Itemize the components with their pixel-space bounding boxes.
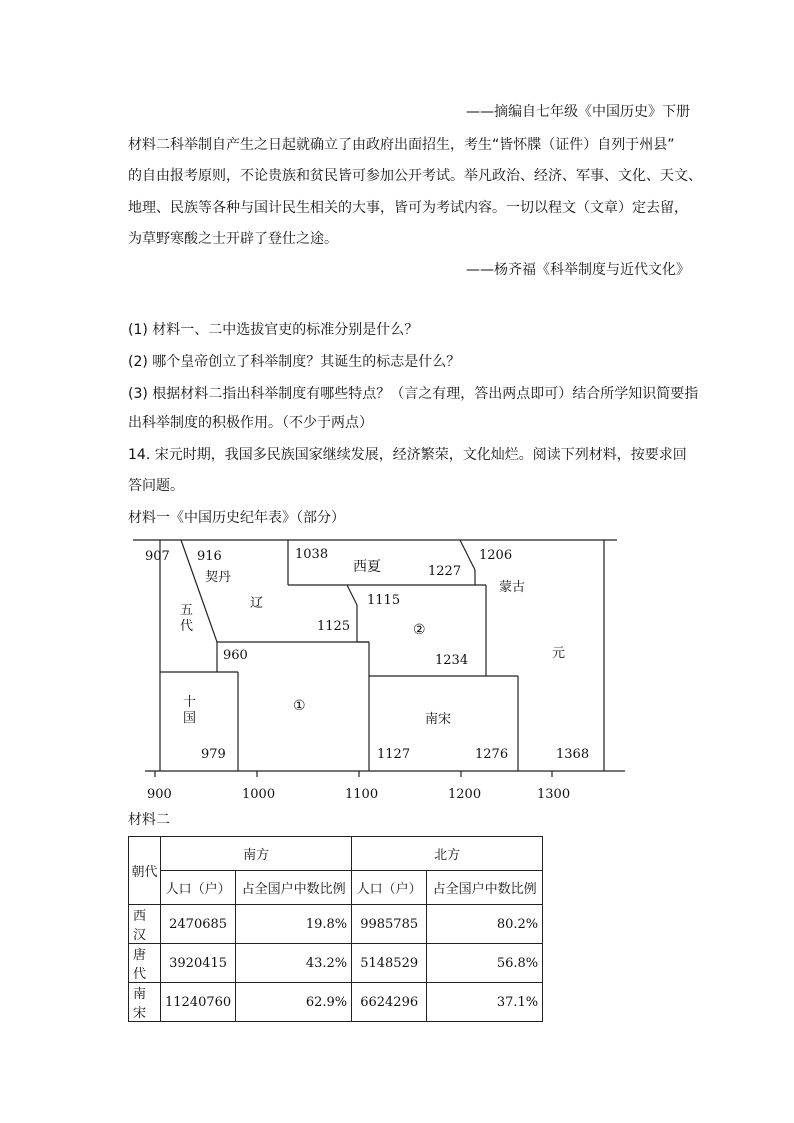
cell-south-pct: 62.9%: [236, 983, 352, 1022]
label-nansong: 南宋: [425, 712, 452, 727]
label-1127: 1127: [377, 747, 411, 762]
label-907: 907: [145, 549, 170, 564]
tick-1200: 1200: [448, 787, 482, 802]
label-khitan: 契丹: [205, 570, 232, 585]
subheader-south-pct: 占全国户中数比例: [236, 871, 352, 905]
source-citation-1: ——摘编自七年级《中国历史》下册: [466, 104, 690, 120]
label-1368: 1368: [556, 747, 590, 762]
material2-line-4: 为草野寒酸之士开辟了登仕之途。: [128, 231, 338, 247]
cell-north-pct: 56.8%: [427, 944, 543, 983]
table-row: [129, 944, 543, 983]
cell-north-pop: 9985785: [352, 905, 427, 944]
label-1276: 1276: [475, 747, 509, 762]
label-mongol: 蒙古: [499, 580, 526, 595]
question-14: 14. 宋元时期，我国多民族国家继续发展，经济繁荣，文化灿烂。阅读下列材料，按要求回: [128, 447, 687, 463]
header-south: 南方: [161, 837, 352, 871]
cell-north-pop: 5148529: [352, 944, 427, 983]
label-1038: 1038: [295, 547, 329, 562]
subheader-north-pct: 占全国户中数比例: [427, 871, 543, 905]
chronology-chart: [127, 530, 637, 812]
subheader-north-pop: 人口（户）: [352, 871, 427, 905]
cell-south-pct: 43.2%: [236, 944, 352, 983]
cell-south-pop: 11240760: [161, 983, 236, 1022]
label-1206: 1206: [479, 548, 513, 563]
label-yuan: 元: [552, 646, 566, 661]
label-960: 960: [223, 648, 248, 663]
header-north: 北方: [352, 837, 543, 871]
cell-south-pop: 2470685: [161, 905, 236, 944]
label-xixia: 西夏: [353, 559, 381, 575]
label-liao: 辽: [250, 596, 264, 611]
material2-line-3: 地理、民族等各种与国计民生相关的大事，皆可为考试内容。一切以程文（文章）定去留，: [128, 200, 688, 216]
label-ten-a: 十: [183, 695, 197, 710]
label-1234: 1234: [435, 653, 469, 668]
label-1227: 1227: [428, 564, 462, 579]
cell-south-pct: 19.8%: [236, 905, 352, 944]
cell-dynasty: 南宋: [129, 983, 161, 1022]
table-row: [129, 983, 543, 1022]
label-five-a: 五: [180, 603, 194, 618]
header-dynasty: 朝代: [129, 837, 161, 905]
material2-line-2: 的自由报考原则，不论贵族和贫民皆可参加公开考试。举凡政治、经济、军事、文化、天文、: [128, 168, 702, 184]
tick-900: 900: [147, 787, 172, 802]
label-1115: 1115: [367, 593, 401, 608]
material2-label: 材料二: [128, 812, 170, 828]
question-3: (3) 根据材料二指出科举制度有哪些特点？（言之有理，答出两点即可）结合所学知识简要指: [128, 386, 699, 402]
question-3-cont: 出科举制度的积极作用。（不少于两点）: [128, 415, 373, 431]
label-five-b: 代: [180, 619, 194, 634]
population-table: [128, 836, 543, 1022]
tick-1000: 1000: [242, 787, 276, 802]
cell-dynasty: 唐代: [129, 944, 161, 983]
source-citation-2: ——杨齐福《科举制度与近代文化》: [466, 262, 690, 278]
label-circle-2: ②: [413, 622, 426, 638]
label-979: 979: [201, 747, 226, 762]
cell-north-pct: 37.1%: [427, 983, 543, 1022]
label-1125: 1125: [317, 619, 351, 634]
question-2: (2) 哪个皇帝创立了科举制度？其诞生的标志是什么？: [128, 354, 461, 370]
table-row: [129, 905, 543, 944]
question-14-cont: 答问题。: [128, 478, 184, 494]
chronology-svg: [127, 530, 637, 812]
label-ten-b: 国: [183, 711, 197, 726]
label-circle-1: ①: [293, 698, 306, 714]
question-1: (1) 材料一、二中选拔官吏的标准分别是什么？: [128, 322, 419, 338]
tick-1100: 1100: [345, 787, 379, 802]
label-916: 916: [197, 549, 222, 564]
material1-title: 材料一《中国历史纪年表》（部分）: [128, 510, 345, 526]
cell-dynasty: 西汉: [129, 905, 161, 944]
cell-north-pop: 6624296: [352, 983, 427, 1022]
cell-north-pct: 80.2%: [427, 905, 543, 944]
tick-1300: 1300: [537, 787, 571, 802]
material2-line-1: 材料二科举制自产生之日起就确立了由政府出面招生，考生“皆怀牒（证件）自列于州县”: [128, 137, 675, 153]
cell-south-pop: 3920415: [161, 944, 236, 983]
subheader-south-pop: 人口（户）: [161, 871, 236, 905]
